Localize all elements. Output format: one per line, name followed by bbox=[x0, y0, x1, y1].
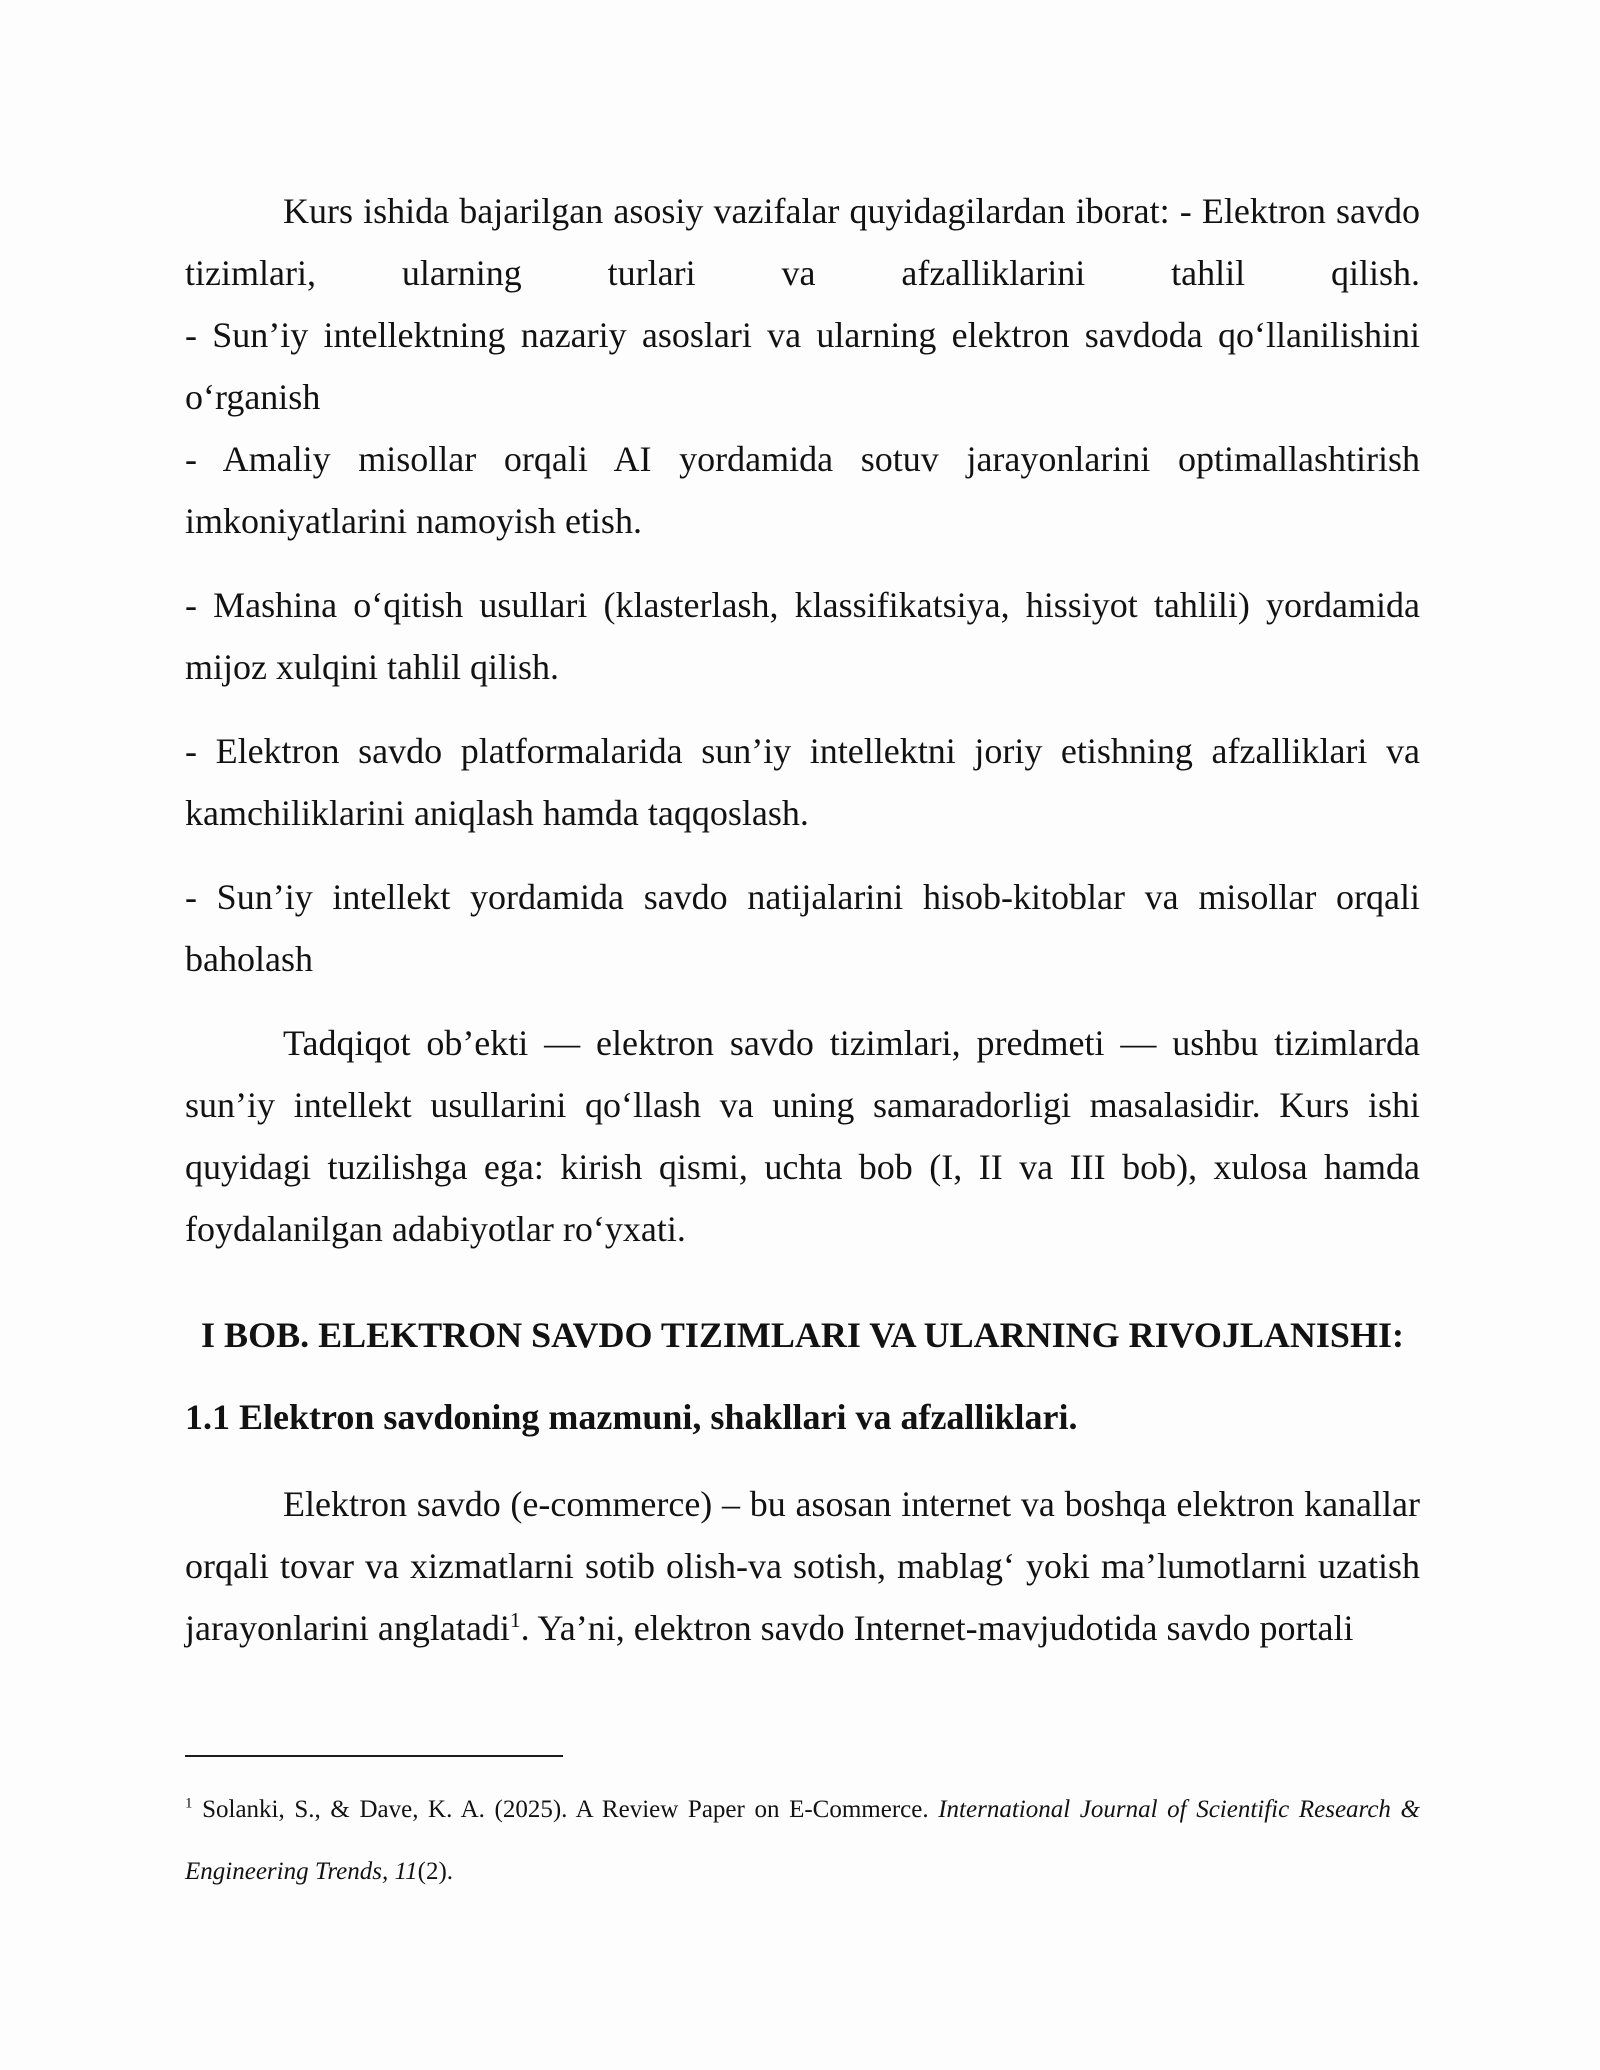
footnote-text: $^1$ Solanki, S., & Dave, K. A. (2025). A Review Paper on E-Commerce. International Journal of Scientific Research & Engineering Trends, 11(2). bbox=[185, 1795, 1420, 1885]
body-paragraph: - Mashina oʻqitish usullari (klasterlash, klassifikatsiya, hissiyot tahlili) yordamida mijoz xulqini tahlil qilish. bbox=[185, 585, 1420, 687]
footnote-reference-superscript: 1 bbox=[185, 1795, 193, 1812]
chapter-heading: I BOB. ELEKTRON SAVDO TIZIMLARI VA ULARNING RIVOJLANISHI: bbox=[201, 1315, 1404, 1355]
body-paragraph: - Sun’iy intellekt yordamida savdo natijalarini hisob-kitoblar va misollar orqali baholash bbox=[185, 877, 1420, 979]
footnote-area bbox=[185, 1755, 1420, 1903]
body-paragraph: Tadqiqot ob’ekti — elektron savdo tizimlari, predmeti — ushbu tizimlarda sun’iy intellekt usullarini qoʻllash va uning samaradorligi masalasidir. Kurs ishi quyidagi tuzilishga ega: kirish qismi, uchta bob (I, II va III bob), xulosa hamda foydalanilgan adabiyotlar roʻyxati. bbox=[185, 1023, 1420, 1249]
footnote-reference-superscript: 1 bbox=[509, 1608, 521, 1632]
body-paragraph: Kurs ishida bajarilgan asosiy vazifalar quyidagilardan iborat: - Elektron savdo tizimlari, ularning turlari va afzalliklarini tahlil qilish. bbox=[185, 191, 1420, 293]
body-paragraph: - Amaliy misollar orqali AI yordamida sotuv jarayonlarini optimallashtirish imkoniyatlarini namoyish etish. bbox=[185, 439, 1420, 541]
document-body bbox=[185, 180, 1420, 1659]
body-paragraph: - Elektron savdo platformalarida sun’iy intellektni joriy etishning afzalliklari va kamchiliklarini aniqlash hamda taqqoslash. bbox=[185, 731, 1420, 833]
body-text-block-2 bbox=[185, 1473, 1420, 1659]
section-heading: 1.1 Elektron savdoning mazmuni, shakllari va afzalliklari. bbox=[185, 1397, 1078, 1437]
body-text-block-1 bbox=[185, 180, 1420, 1260]
body-paragraph: - Sun’iy intellektning nazariy asoslari va ularning elektron savdoda qoʻllanilishini oʻrganish bbox=[185, 315, 1420, 417]
italic-journal-title: International Journal of Scientific Research & Engineering Trends, 11 bbox=[185, 1796, 1420, 1885]
body-paragraph: Elektron savdo (e-commerce) – bu asosan internet va boshqa elektron kanallar orqali tovar va xizmatlarni sotib olish-va sotish, mablagʻ yoki ma’lumotlarni uzatish jarayonlarini anglatadi$^1$. Ya’ni, elektron savdo Internet-mavjudotida savdo portali bbox=[185, 1484, 1420, 1648]
footnote-separator-rule bbox=[185, 1755, 563, 1757]
